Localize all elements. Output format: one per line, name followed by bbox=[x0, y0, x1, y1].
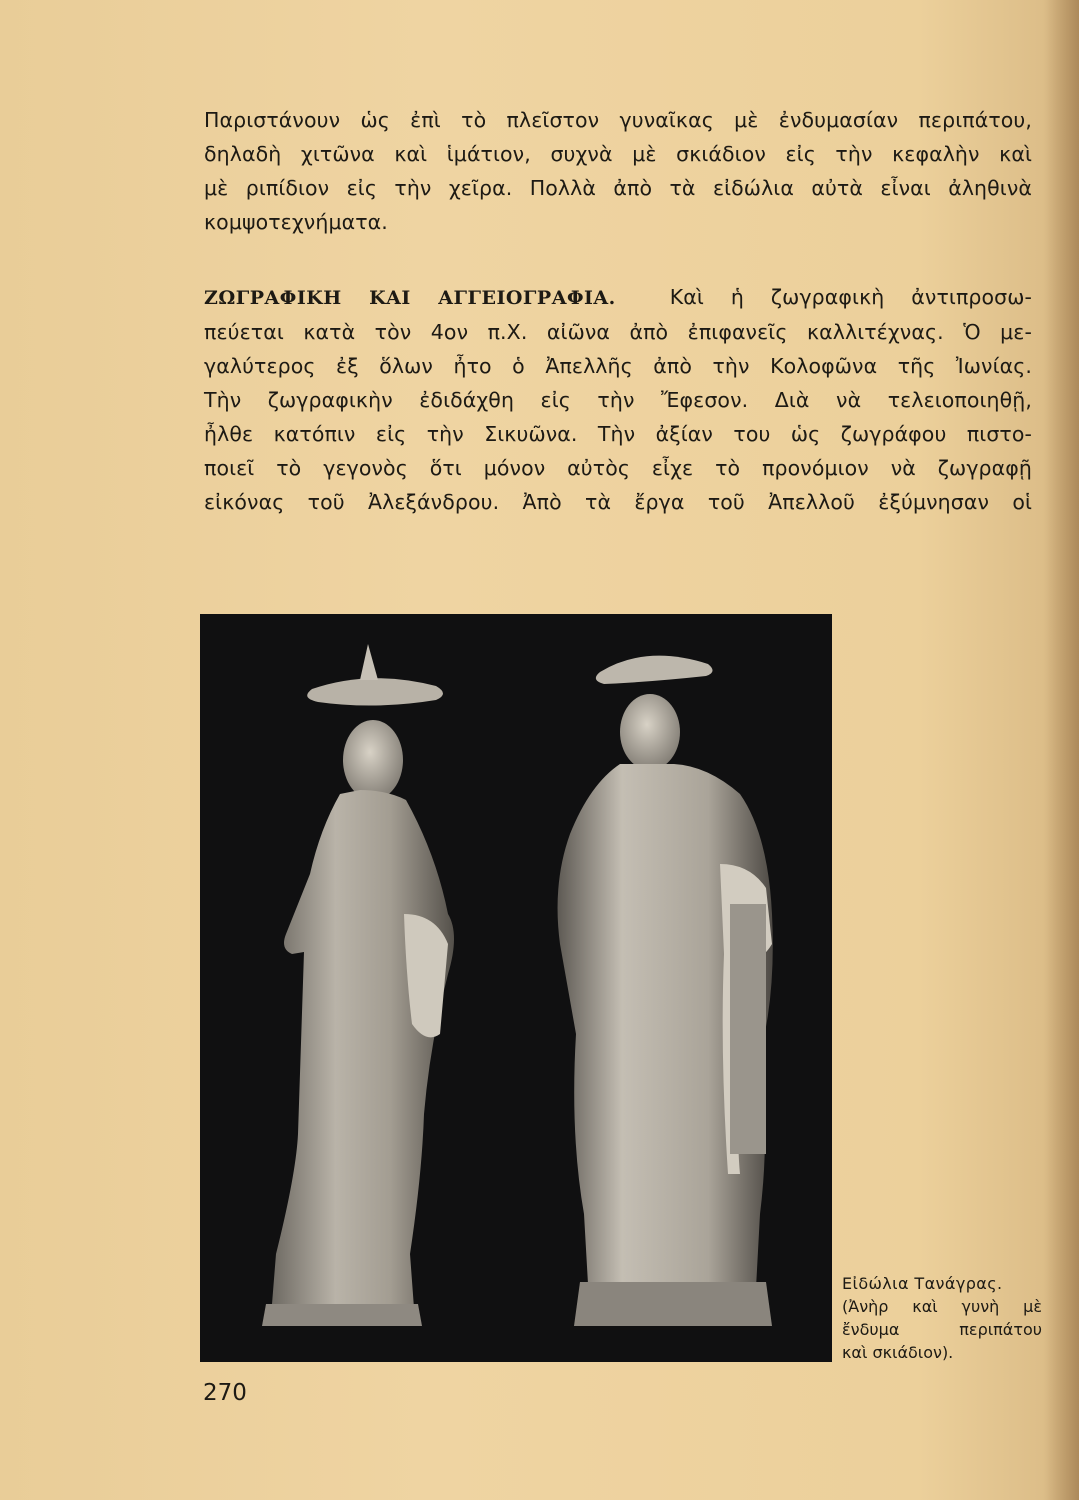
text-line: Τὴν ζωγραφικὴν ἐδιδάχθη εἰς τὴν Ἔφεσον. Διὰ νὰ τελειοποιηθῇ, bbox=[204, 388, 1032, 412]
tanagra-figurines-photo bbox=[200, 614, 832, 1362]
section-heading: ΖΩΓΡΑΦΙΚΗ ΚΑΙ ΑΓΓΕΙΟΓΡΑΦΙΑ. bbox=[204, 287, 616, 309]
text-line: πεύεται κατὰ τὸν 4ον π.Χ. αἰῶνα ἀπὸ ἐπιφανεῖς καλλιτέχνας. Ὁ με- bbox=[204, 320, 1032, 344]
figurines-illustration bbox=[200, 614, 832, 1362]
text-line: εἰκόνας τοῦ Ἀλεξάνδρου. Ἀπὸ τὰ ἔργα τοῦ Ἀπελλοῦ ἐξύμνησαν οἱ bbox=[204, 490, 1032, 514]
caption-line: (Ἀνὴρ καὶ γυνὴ μὲ bbox=[842, 1297, 1042, 1316]
book-spine-shadow bbox=[1043, 0, 1079, 1500]
text-line: Παριστάνουν ὡς ἐπὶ τὸ πλεῖστον γυναῖκας μὲ ἐνδυμασίαν περιπάτου, bbox=[204, 108, 1032, 132]
text-line: κομψοτεχνήματα. bbox=[204, 210, 388, 234]
caption-line: καὶ σκιάδιον). bbox=[842, 1343, 954, 1362]
caption-line: ἔνδυμα περιπάτου bbox=[842, 1320, 1042, 1339]
caption-title: Εἰδώλια Τανάγρας. bbox=[842, 1274, 1003, 1293]
text-line: ἦλθε κατόπιν εἰς τὴν Σικυῶνα. Τὴν ἀξίαν του ὡς ζωγράφου πιστο- bbox=[204, 422, 1032, 446]
figure-caption bbox=[842, 1272, 1042, 1364]
heading-line-rest: Καὶ ἡ ζωγραφικὴ ἀντιπροσω- bbox=[669, 285, 1033, 309]
page-number: 270 bbox=[203, 1380, 247, 1406]
text-line: δηλαδὴ χιτῶνα καὶ ἱμάτιον, συχνὰ μὲ σκιάδιον εἰς τὴν κεφαλὴν καὶ bbox=[204, 142, 1032, 166]
text-line: γαλύτερος ἐξ ὅλων ἦτο ὁ Ἀπελλῆς ἀπὸ τὴν Κολοφῶνα τῆς Ἰωνίας. bbox=[204, 354, 1032, 378]
text-line bbox=[204, 280, 1032, 315]
paragraph-painting bbox=[204, 280, 1032, 519]
text-line: ποιεῖ τὸ γεγονὸς ὅτι μόνον αὐτὸς εἶχε τὸ προνόμιον νὰ ζωγραφῇ bbox=[204, 456, 1032, 480]
paragraph-tanagra-description bbox=[204, 103, 1032, 239]
text-line: μὲ ριπίδιον εἰς τὴν χεῖρα. Πολλὰ ἀπὸ τὰ εἰδώλια αὐτὰ εἶναι ἀληθινὰ bbox=[204, 176, 1032, 200]
